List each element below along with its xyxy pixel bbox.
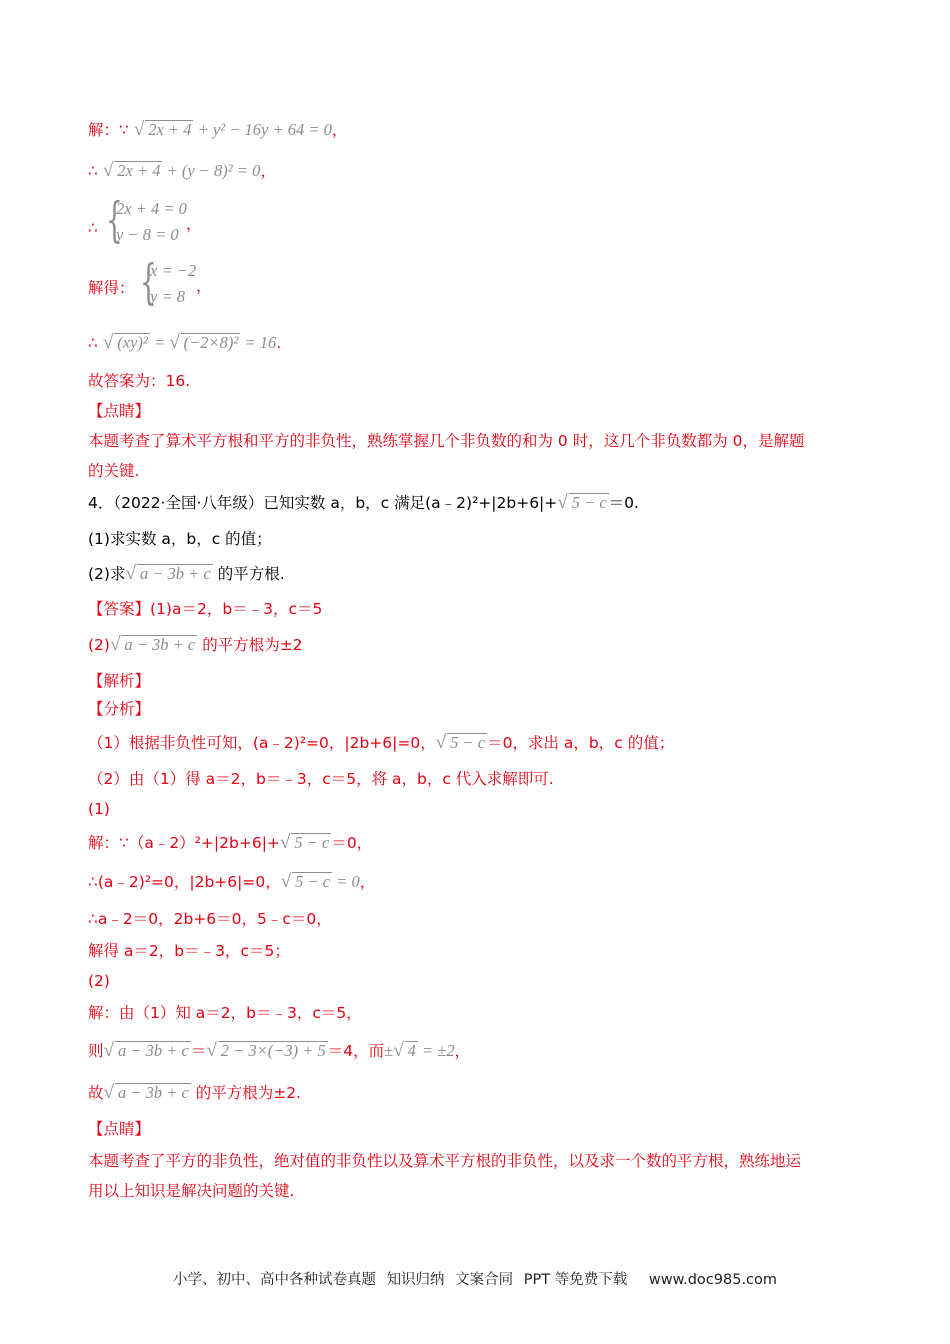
sol3-line-5: ∴ √ (xy)² = √ (−2×8)² = 16. — [88, 332, 282, 353]
sol3-line-2: ∴ √ 2x + 4 + (y − 8)² = 0， — [88, 160, 276, 181]
q4-answer-1: 【答案】(1)a＝2，b＝﹣3，c＝5 — [88, 600, 323, 618]
q4-answer-2: (2)√ a − 3b + c 的平方根为±2 — [88, 634, 303, 655]
page-footer: 小学、初中、高中各种试卷真题 知识归纳 文案合同 PPT 等免费下载 www.doc985.com — [172, 1272, 778, 1288]
formula-root-abc: √ a − 3b + c — [109, 634, 196, 655]
system2-comma: ， — [196, 277, 212, 295]
system2-row-a: x = −2 — [150, 261, 197, 280]
formula-root-5-c: √ 5 − c — [435, 732, 486, 753]
system1-comma: ， — [186, 215, 202, 233]
sol3-review-title: 【点睛】 — [88, 402, 151, 420]
q4-part1-label: (1) — [88, 800, 110, 818]
q4-part-2: (2)求√ a − 3b + c 的平方根. — [88, 563, 285, 584]
formula-root-abc: √ a − 3b + c — [103, 1040, 189, 1061]
formula-root-5-c: √ 5 − c — [279, 832, 330, 853]
formula-eq2: √ 2x + 4 + (y − 8)² = 0 — [102, 160, 261, 181]
formula-pm-root-4: ±√ 4 = ±2 — [384, 1040, 455, 1061]
q4-fenxi-title: 【分析】 — [88, 700, 151, 718]
formula-eq1: √ 2x + 4 + y² − 16y + 64 = 0 — [133, 119, 332, 140]
formula-eq4: √ (xy)² = √ (−2×8)² = 16 — [102, 332, 277, 353]
q4-fenxi-2: （2）由（1）得 a＝2，b＝﹣3，c＝5，将 a，b，c 代入求解即可. — [88, 770, 554, 788]
sol3-review-line-2: 的关键. — [88, 462, 140, 480]
q4-part1-line-1: 解：∵（a﹣2）²+|2b+6|+√ 5 − c ＝0， — [88, 832, 373, 853]
sol3-line-1: 解：∵ √ 2x + 4 + y² − 16y + 64 = 0， — [88, 119, 348, 140]
q4-review-line-2: 用以上知识是解决问题的关键. — [88, 1182, 295, 1200]
formula-root-5-c-zero: √ 5 − c = 0 — [280, 871, 360, 892]
system-brace-2: { — [140, 254, 157, 310]
footer-link[interactable]: www.doc985.com — [648, 1272, 778, 1288]
system-brace-1: { — [106, 192, 123, 248]
q4-fenxi-1: （1）根据非负性可知，(a﹣2)²=0，|2b+6|=0，√ 5 − c ＝0，求出 a，b，c 的值； — [88, 732, 675, 753]
q4-part1-line-2: ∴(a﹣2)²=0，|2b+6|=0，√ 5 − c = 0， — [88, 871, 376, 892]
q4-part1-line-3: ∴a﹣2＝0，2b+6＝0，5﹣c＝0， — [88, 910, 332, 928]
formula-root-expr: √ 2 − 3×(−3) + 5 — [206, 1040, 326, 1061]
formula-root-abc: √ a − 3b + c — [103, 1082, 189, 1103]
sol3-answer: 故答案为：16. — [88, 372, 191, 390]
q4-review-title: 【点睛】 — [88, 1120, 151, 1138]
formula-root-5-c: √ 5 − c — [557, 492, 607, 513]
q4-part2-label: (2) — [88, 972, 110, 990]
sol3-line-3: ∴ — [88, 219, 98, 237]
q4-review-line-1: 本题考查了平方的非负性，绝对值的非负性以及算术平方根的非负性，以及求一个数的平方根，熟练地运 — [88, 1152, 802, 1170]
q4-part2-line-2: 则√ a − 3b + c ＝√ 2 − 3×(−3) + 5 ＝4，而±√ 4 = ±2， — [88, 1040, 471, 1061]
q4-part-1: (1)求实数 a，b，c 的值； — [88, 530, 272, 548]
q4-part2-line-3: 故√ a − 3b + c 的平方根为±2. — [88, 1082, 302, 1103]
formula-root-abc: √ a − 3b + c — [125, 563, 211, 584]
q4-part1-line-4: 解得 a＝2，b＝﹣3，c＝5； — [88, 942, 290, 960]
q4-stem: 4．（2022·全国·八年级）已知实数 a，b，c 满足(a﹣2)²+|2b+6|+√ 5 − c ＝0. — [88, 492, 639, 513]
sol3-line-4: 解得： — [88, 279, 135, 297]
q4-jiexi-title: 【解析】 — [88, 672, 151, 690]
system2-row-b: y = 8 — [150, 287, 185, 306]
system1-row-a: 2x + 4 = 0 — [116, 199, 187, 218]
sol3-review-line-1: 本题考查了算术平方根和平方的非负性，熟练掌握几个非负数的和为 0 时，这几个非负数都为 0，是解题 — [88, 432, 805, 450]
system1-row-b: y − 8 = 0 — [116, 225, 179, 244]
q4-part2-line-1: 解：由（1）知 a＝2，b＝﹣3，c＝5， — [88, 1004, 362, 1022]
